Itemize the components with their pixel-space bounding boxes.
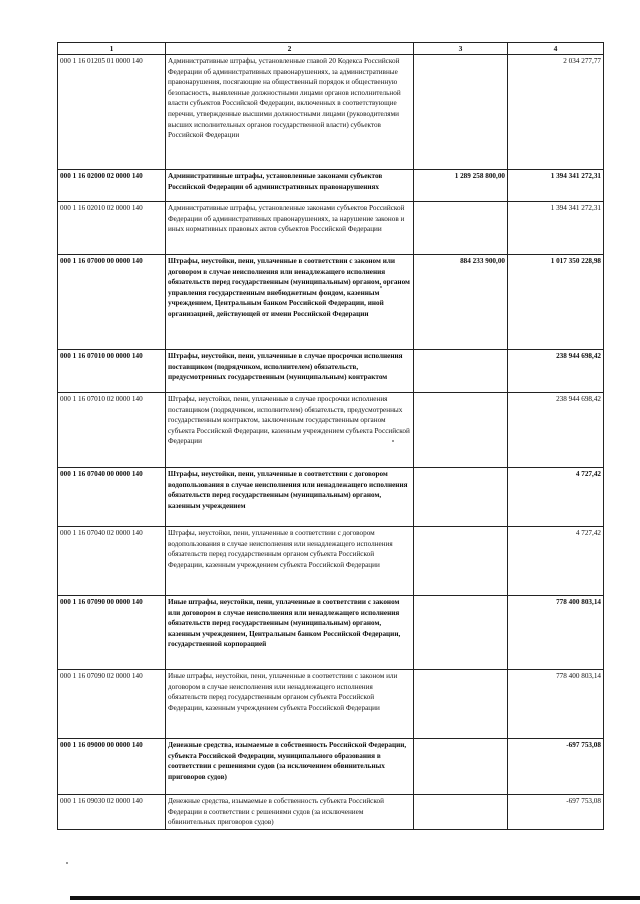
executed-amount: -697 753,08 [508, 795, 604, 830]
budget-classification-code: 000 1 16 07040 02 0000 140 [58, 527, 166, 596]
table-row [58, 596, 604, 670]
budget-classification-code: 000 1 16 09000 00 0000 140 [58, 739, 166, 795]
approved-amount [414, 393, 508, 468]
executed-amount: 238 944 698,42 [508, 393, 604, 468]
scan-speck [66, 862, 68, 864]
approved-amount [414, 795, 508, 830]
budget-classification-code: 000 1 16 02010 02 0000 140 [58, 202, 166, 255]
approved-amount [414, 596, 508, 670]
budget-classification-code: 000 1 16 07090 00 0000 140 [58, 596, 166, 670]
executed-amount: 238 944 698,42 [508, 350, 604, 393]
approved-amount [414, 202, 508, 255]
column-number-2: 2 [166, 43, 414, 55]
executed-amount: 1 394 341 272,31 [508, 202, 604, 255]
budget-revenue-table [57, 42, 604, 830]
budget-classification-code: 000 1 16 07040 00 0000 140 [58, 468, 166, 527]
table-row [58, 795, 604, 830]
approved-amount [414, 739, 508, 795]
revenue-item-name: Денежные средства, изымаемые в собственность субъекта Российской Федерации в соответствии с решениями судов (за исключением обвинительных приговоров судов) [166, 795, 414, 830]
column-number-1: 1 [58, 43, 166, 55]
table-row [58, 55, 604, 170]
approved-amount [414, 350, 508, 393]
column-number-4: 4 [508, 43, 604, 55]
budget-classification-code: 000 1 16 07010 00 0000 140 [58, 350, 166, 393]
approved-amount [414, 670, 508, 739]
budget-classification-code: 000 1 16 01205 01 0000 140 [58, 55, 166, 170]
revenue-item-name: Штрафы, неустойки, пени, уплаченные в соответствии с договором водопользования в случае неисполнения или ненадлежащего исполнения обязательств перед государственным органом субъекта Российской Федерации, казенным учреждением субъекта Российской Федерации [166, 527, 414, 596]
budget-classification-code: 000 1 16 07010 02 0000 140 [58, 393, 166, 468]
revenue-item-name: Иные штрафы, неустойки, пени, уплаченные в соответствии с законом или договором в случае неисполнения или ненадлежащего исполнения обязательств перед государственным (муниципальным) органом, казенным учреждением, Центральным банком Российской Федерации, государственной корпорацией [166, 596, 414, 670]
approved-amount [414, 468, 508, 527]
scan-speck [380, 286, 382, 288]
revenue-item-name: Штрафы, неустойки, пени, уплаченные в случае просрочки исполнения поставщиком (подрядчиком, исполнителем) обязательств, предусмотренных государственным (муниципальным) контрактом [166, 350, 414, 393]
table-row [58, 393, 604, 468]
scan-speck [392, 440, 394, 442]
approved-amount [414, 55, 508, 170]
table-row [58, 468, 604, 527]
revenue-item-name: Штрафы, неустойки, пени, уплаченные в соответствии с договором водопользования в случае неисполнения или ненадлежащего исполнения обязательств перед государственным (муниципальным) органом, казенным учреждением [166, 468, 414, 527]
approved-amount: 1 289 258 800,00 [414, 170, 508, 202]
revenue-item-name: Штрафы, неустойки, пени, уплаченные в соответствии с законом или договором в случае неисполнения или ненадлежащего исполнения обязательств перед государственным (муниципальным) органом, органом управления государственным внебюджетным фондом, казенным учреждением, Центральным банком Российской Федерации, иной организацией, действующей от имени Российской Федерации [166, 255, 414, 350]
approved-amount: 884 233 900,00 [414, 255, 508, 350]
revenue-item-name: Денежные средства, изымаемые в собственность Российской Федерации, субъекта Российской Федерации, муниципального образования в соответствии с решениями судов (за исключением обвинительных приговоров судов) [166, 739, 414, 795]
table-row [58, 170, 604, 202]
executed-amount: 4 727,42 [508, 468, 604, 527]
revenue-item-name: Иные штрафы, неустойки, пени, уплаченные в соответствии с законом или договором в случае неисполнения или ненадлежащего исполнения обязательств перед государственным органом субъекта Российской Федерации, казенным учреждением субъекта Российской Федерации [166, 670, 414, 739]
budget-classification-code: 000 1 16 07000 00 0000 140 [58, 255, 166, 350]
budget-classification-code: 000 1 16 02000 02 0000 140 [58, 170, 166, 202]
column-number-3: 3 [414, 43, 508, 55]
column-number-header-row [58, 43, 604, 55]
budget-classification-code: 000 1 16 07090 02 0000 140 [58, 670, 166, 739]
table-row [58, 670, 604, 739]
table-row [58, 202, 604, 255]
executed-amount: 778 400 803,14 [508, 670, 604, 739]
revenue-item-name: Административные штрафы, установленные главой 20 Кодекса Российской Федерации об административных правонарушениях, за административные правонарушения, посягающие на общественный порядок и общественную безопасность, выявленные должностными лицами органов исполнительной власти субъектов Российской Федерации, включенных в соответствующие перечни, утвержденные высшими должностными лицами (руководителями высших исполнительных органов государственной власти) субъектов Российской Федерации [166, 55, 414, 170]
executed-amount: -697 753,08 [508, 739, 604, 795]
executed-amount: 1 394 341 272,31 [508, 170, 604, 202]
table-body [58, 55, 604, 830]
approved-amount [414, 527, 508, 596]
executed-amount: 2 034 277,77 [508, 55, 604, 170]
revenue-item-name: Административные штрафы, установленные законами субъектов Российской Федерации об административных правонарушениях, за нарушение законов и иных нормативных правовых актов субъектов Российской Федерации [166, 202, 414, 255]
table-row [58, 255, 604, 350]
executed-amount: 778 400 803,14 [508, 596, 604, 670]
scan-bottom-edge [70, 896, 640, 900]
executed-amount: 1 017 350 228,98 [508, 255, 604, 350]
revenue-item-name: Административные штрафы, установленные законами субъектов Российской Федерации об административных правонарушениях [166, 170, 414, 202]
executed-amount: 4 727,42 [508, 527, 604, 596]
revenue-item-name: Штрафы, неустойки, пени, уплаченные в случае просрочки исполнения поставщиком (подрядчиком, исполнителем) обязательств, предусмотренных государственным контрактом, заключенным государственным органом субъекта Российской Федерации, казенным учреждением субъекта Российской Федерации [166, 393, 414, 468]
budget-classification-code: 000 1 16 09030 02 0000 140 [58, 795, 166, 830]
table-row [58, 527, 604, 596]
table-row [58, 739, 604, 795]
table-row [58, 350, 604, 393]
